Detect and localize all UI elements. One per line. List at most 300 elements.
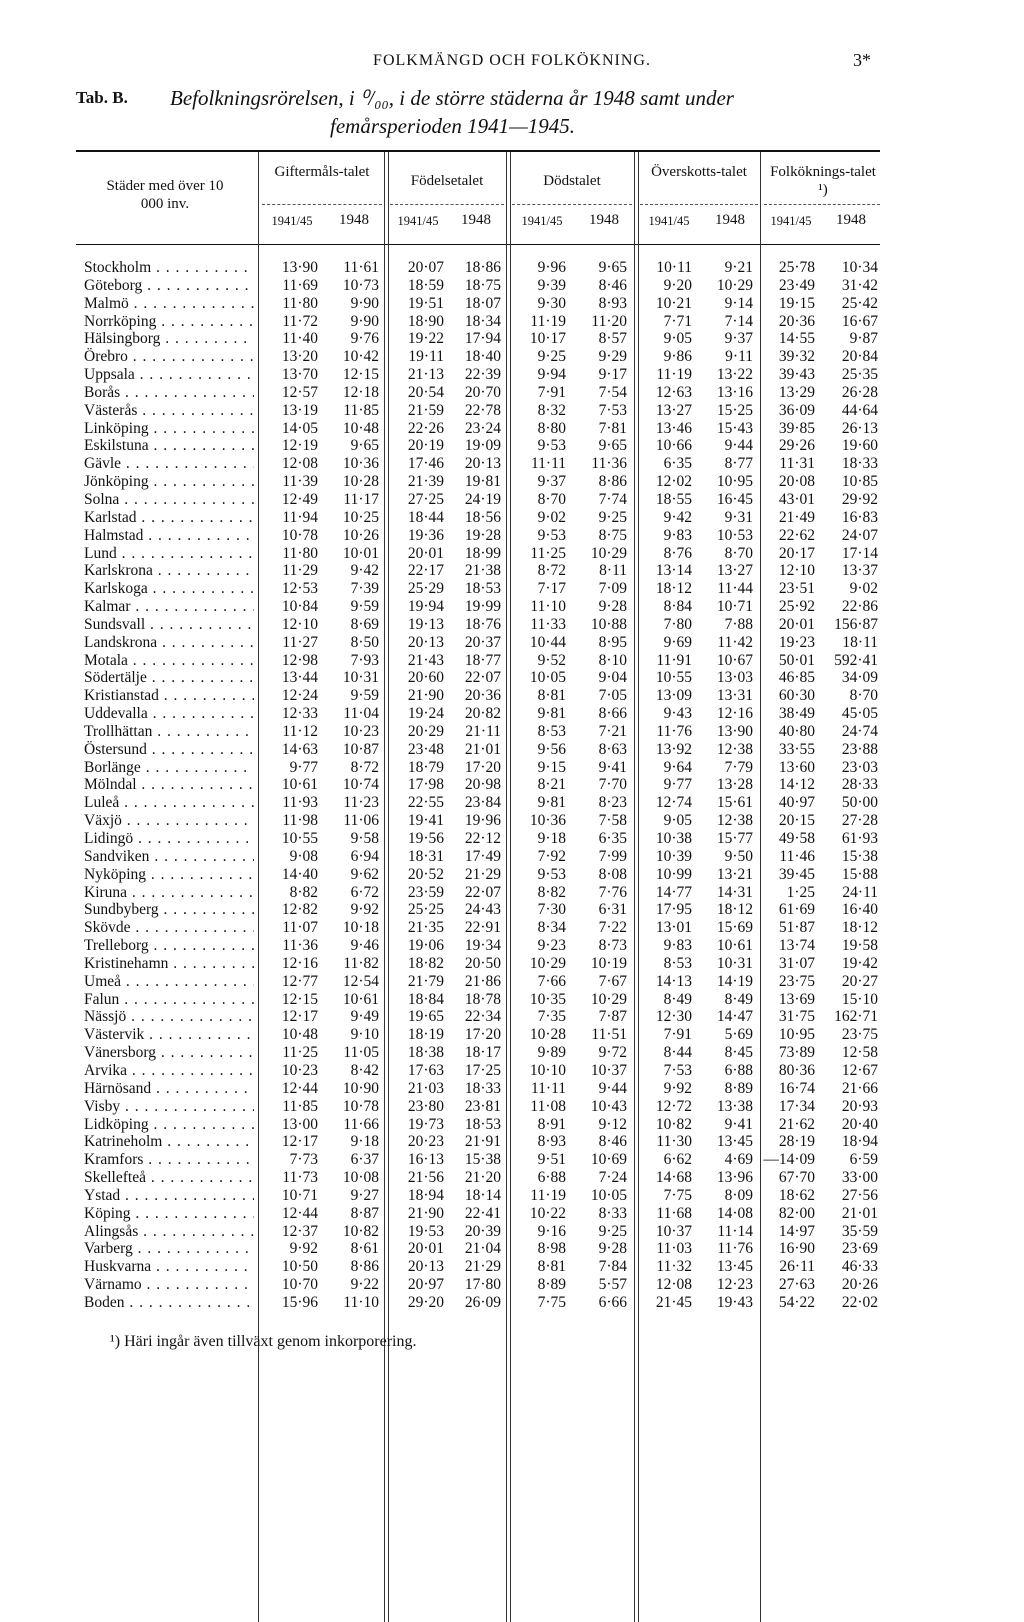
table-row [0,616,1024,634]
cell-growth-1941-45: 13·29 [778,383,815,401]
cell-marriage-1941-45: 12·53 [281,580,318,598]
cell-birth-1948: 20·50 [464,954,501,972]
cell-marriage-1948: 10·74 [342,776,379,794]
cell-surplus-1948: 11·42 [717,633,753,651]
cell-growth-1948: 35·59 [841,1222,878,1240]
cell-growth-1941-45: 10·95 [778,1026,815,1044]
cell-death-1941-45: 11·11 [530,1079,566,1097]
cell-growth-1948: 50·00 [841,794,878,812]
cell-growth-1941-45: 13·74 [778,937,815,955]
cell-marriage-1948: 9·42 [350,562,379,580]
cell-marriage-1941-45: 10·70 [281,1276,318,1294]
cell-surplus-1941-45: 10·66 [655,437,692,455]
cell-growth-1941-45: 14·12 [778,776,815,794]
city-name: Motala . . . [84,652,254,670]
cell-marriage-1948: 11·82 [343,954,379,972]
cell-birth-1948: 19·99 [464,598,501,616]
table-title-line1: Befolkningsrörelsen, i ⁰/₀₀, i de större städerna år 1948 samt under [170,86,734,110]
cell-growth-1948: 26·13 [841,419,878,437]
city-name: Kramfors . . . [84,1151,254,1169]
cell-birth-1948: 15·38 [464,1151,501,1169]
cell-surplus-1941-45: 8·53 [663,954,692,972]
table-row [0,313,1024,331]
cell-growth-1941-45: 39·32 [778,348,815,366]
cell-growth-1941-45: 31·07 [778,954,815,972]
city-name: Värnamo . . . [84,1276,254,1294]
cell-death-1941-45: 8·70 [537,490,566,508]
cell-growth-1948: 24·74 [841,722,878,740]
cell-death-1941-45: 8·81 [537,1258,566,1276]
cell-surplus-1948: 14·31 [716,883,753,901]
cell-birth-1948: 17·20 [464,1026,501,1044]
cell-death-1941-45: 8·93 [537,1133,566,1151]
cell-surplus-1948: 13·22 [716,366,753,384]
cell-surplus-1948: 16·45 [716,490,753,508]
cell-growth-1941-45: 36·09 [778,401,815,419]
city-name: Hälsingborg . . . [84,330,254,348]
cell-surplus-1941-45: 14·13 [655,972,692,990]
cell-birth-1941-45: 22·26 [407,419,444,437]
cell-surplus-1948: 9·50 [724,847,753,865]
cell-growth-1941-45: 46·85 [778,669,815,687]
cell-growth-1941-45: 25·92 [778,598,815,616]
subheader-year: 1948 [461,212,491,228]
cell-birth-1948: 19·34 [464,937,501,955]
cell-death-1948: 10·05 [590,1186,627,1204]
cell-marriage-1941-45: 13·70 [281,366,318,384]
cell-death-1948: 9·25 [598,508,627,526]
cell-surplus-1941-45: 13·46 [655,419,692,437]
cell-surplus-1948: 8·70 [724,544,753,562]
cell-marriage-1948: 12·54 [342,972,379,990]
table-row [0,919,1024,937]
cell-marriage-1948: 10·87 [342,740,379,758]
cell-surplus-1948: 15·61 [716,794,753,812]
cell-birth-1941-45: 20·97 [407,1276,444,1294]
cell-growth-1948: 20·93 [841,1097,878,1115]
cell-surplus-1948: 15·77 [716,830,753,847]
cell-growth-1948: 23·69 [841,1240,878,1258]
cell-death-1941-45: 8·91 [537,1115,566,1133]
city-name: Ystad . . . [84,1187,254,1205]
cell-surplus-1948: 9·41 [724,1115,753,1133]
cell-death-1948: 7·05 [598,687,627,705]
cell-death-1948: 8·86 [598,473,627,491]
cell-surplus-1941-45: 10·99 [655,865,692,883]
cell-death-1941-45: 8·21 [537,776,566,794]
cell-death-1948: 8·11 [599,562,627,580]
cell-death-1941-45: 9·81 [537,705,566,723]
cell-surplus-1948: 11·44 [717,580,753,598]
cell-death-1948: 9·17 [598,366,627,384]
table-row [0,1187,1024,1205]
cell-surplus-1941-45: 18·55 [655,490,692,508]
cell-marriage-1948: 9·10 [350,1026,379,1044]
cell-death-1948: 10·43 [590,1097,627,1115]
cell-death-1948: 6·66 [598,1293,627,1311]
city-name: Trelleborg . . . [84,937,254,955]
cell-marriage-1948: 7·93 [350,651,379,669]
cell-growth-1948: 15·38 [841,847,878,865]
table-row [0,598,1024,616]
cell-surplus-1941-45: 7·71 [663,312,692,330]
cell-death-1948: 11·51 [591,1026,627,1044]
header-subrule [512,204,632,205]
city-name: Gävle . . . [84,455,254,473]
cell-death-1948: 8·10 [598,651,627,669]
cell-growth-1948: 33·00 [841,1169,878,1187]
cell-birth-1941-45: 23·48 [407,740,444,758]
cell-death-1948: 8·66 [598,705,627,723]
cell-death-1941-45: 8·34 [537,919,566,937]
cell-surplus-1941-45: 7·75 [663,1186,692,1204]
cell-growth-1941-45: 39·85 [778,419,815,437]
cell-surplus-1948: 10·95 [716,473,753,491]
cell-birth-1941-45: 19·22 [407,330,444,348]
cell-marriage-1948: 8·50 [350,633,379,651]
cell-birth-1948: 18·86 [464,259,501,276]
cell-death-1941-45: 8·81 [537,687,566,705]
cell-marriage-1948: 10·36 [342,455,379,473]
cell-birth-1948: 18·78 [464,990,501,1008]
cell-marriage-1941-45: 10·23 [281,1061,318,1079]
cell-birth-1948: 18·07 [464,294,501,312]
cell-growth-1941-45: 27·63 [778,1276,815,1294]
table-row [0,973,1024,991]
cell-growth-1948: 16·83 [841,508,878,526]
cell-surplus-1948: 7·79 [724,758,753,776]
cell-surplus-1948: 14·19 [716,972,753,990]
cell-growth-1941-45: 16·90 [778,1240,815,1258]
cell-growth-1941-45: 11·46 [779,847,815,865]
cell-marriage-1948: 10·90 [342,1079,379,1097]
city-name: Kristianstad . . . [84,687,254,705]
city-name: Nässjö . . . [84,1008,254,1026]
cell-growth-1948: 10·85 [841,473,878,491]
table-row [0,455,1024,473]
cell-birth-1948: 18·75 [464,276,501,294]
table-row [0,580,1024,598]
cell-marriage-1941-45: 12·10 [281,615,318,633]
city-name: Arvika . . . [84,1062,254,1080]
cell-marriage-1941-45: 12·44 [281,1204,318,1222]
cell-birth-1948: 19·09 [464,437,501,455]
cell-death-1941-45: 7·92 [537,847,566,865]
cell-surplus-1948: 13·96 [716,1169,753,1187]
cell-surplus-1941-45: 11·91 [656,651,692,669]
cell-death-1941-45: 11·25 [530,544,566,562]
cell-growth-1948: 18·33 [841,455,878,473]
cell-marriage-1948: 7·39 [350,580,379,598]
cell-surplus-1948: 9·21 [724,259,753,276]
table-row [0,1116,1024,1134]
cell-death-1948: 9·12 [598,1115,627,1133]
cell-marriage-1948: 9·90 [350,294,379,312]
cell-surplus-1941-45: 11·30 [656,1133,692,1151]
cell-birth-1941-45: 23·80 [407,1097,444,1115]
cell-birth-1948: 17·25 [464,1061,501,1079]
cell-marriage-1948: 9·49 [350,1008,379,1026]
footnote: ¹) Häri ingår även tillväxt genom inkorporering. [110,1333,417,1350]
cell-marriage-1948: 9·22 [350,1276,379,1294]
cell-marriage-1941-45: 12·49 [281,490,318,508]
cell-growth-1948: 21·66 [841,1079,878,1097]
cell-marriage-1941-45: 11·40 [282,330,318,348]
cell-growth-1948: 18·94 [841,1133,878,1151]
cell-death-1948: 7·76 [598,883,627,901]
cell-birth-1948: 21·11 [465,722,501,740]
cell-surplus-1941-45: 11·68 [656,1204,692,1222]
subheader-period: 1941/45 [521,214,563,228]
cell-growth-1948: 12·58 [841,1044,878,1062]
cell-death-1948: 7·21 [598,722,627,740]
subheader-year: 1948 [715,212,745,228]
cell-marriage-1948: 6·37 [350,1151,379,1169]
cell-growth-1948: 13·37 [841,562,878,580]
cell-marriage-1948: 9·27 [350,1186,379,1204]
cell-surplus-1941-45: 8·44 [663,1044,692,1062]
cell-birth-1941-45: 20·52 [407,865,444,883]
table-row [0,437,1024,455]
cell-growth-1941-45: 54·22 [778,1293,815,1311]
cell-growth-1941-45: 43·01 [778,490,815,508]
cell-birth-1941-45: 21·43 [407,651,444,669]
cell-birth-1941-45: 19·51 [407,294,444,312]
subheader-period: 1941/45 [648,214,690,228]
table-label: Tab. B. [76,88,128,107]
cell-surplus-1941-45: 12·63 [655,383,692,401]
city-name: Solna . . . [84,491,254,509]
cell-death-1948: 8·23 [598,794,627,812]
cell-birth-1948: 23·24 [464,419,501,437]
table-row [0,562,1024,580]
cell-surplus-1948: 19·43 [716,1293,753,1311]
cell-marriage-1948: 11·61 [343,259,379,276]
cell-death-1941-45: 9·51 [537,1151,566,1169]
cell-birth-1941-45: 21·90 [407,1204,444,1222]
cell-marriage-1948: 11·05 [343,1044,379,1062]
cell-birth-1941-45: 17·63 [407,1061,444,1079]
cell-birth-1948: 21·91 [464,1133,501,1151]
cell-death-1941-45: 9·52 [537,651,566,669]
cell-marriage-1941-45: 12·24 [281,687,318,705]
table-row [0,420,1024,438]
cell-surplus-1948: 13·27 [716,562,753,580]
cell-growth-1948: 12·67 [841,1061,878,1079]
cell-surplus-1948: 10·67 [716,651,753,669]
cell-birth-1948: 18·53 [464,580,501,598]
cell-death-1948: 9·29 [598,348,627,366]
cell-marriage-1941-45: 11·94 [282,508,318,526]
cell-marriage-1941-45: 9·92 [289,1240,318,1258]
cell-surplus-1941-45: 9·77 [663,776,692,794]
table-row [0,1044,1024,1062]
cell-growth-1941-45: 21·49 [778,508,815,526]
cell-growth-1941-45: 19·15 [778,294,815,312]
cell-marriage-1948: 8·42 [350,1061,379,1079]
cell-marriage-1941-45: 11·85 [282,1097,318,1115]
cell-birth-1948: 20·98 [464,776,501,794]
cell-birth-1948: 17·80 [464,1276,501,1294]
cell-birth-1948: 22·78 [464,401,501,419]
cell-death-1948: 9·44 [598,1079,627,1097]
cell-death-1941-45: 7·35 [537,1008,566,1026]
cell-growth-1948: 25·35 [841,366,878,384]
cell-surplus-1941-45: 13·27 [655,401,692,419]
cell-growth-1941-45: 13·60 [778,758,815,776]
cell-growth-1948: 16·40 [841,901,878,919]
cell-growth-1941-45: 14·55 [778,330,815,348]
cell-birth-1941-45: 19·94 [407,598,444,616]
cell-marriage-1941-45: 12·37 [281,1222,318,1240]
cell-birth-1941-45: 20·29 [407,722,444,740]
cell-birth-1941-45: 19·11 [408,348,444,366]
cell-surplus-1941-45: 12·74 [655,794,692,812]
cell-growth-1948: 10·34 [841,259,878,276]
cell-marriage-1941-45: 12·19 [281,437,318,455]
cell-growth-1948: 20·26 [841,1276,878,1294]
cell-growth-1948: 28·33 [841,776,878,794]
cell-surplus-1941-45: 18·12 [655,580,692,598]
city-name: Luleå . . . [84,794,254,812]
cell-death-1948: 7·87 [598,1008,627,1026]
cell-marriage-1948: 11·04 [343,705,379,723]
city-name: Vänersborg . . . [84,1044,254,1062]
cell-growth-1948: 24·07 [841,526,878,544]
cell-death-1941-45: 9·39 [537,276,566,294]
cell-marriage-1941-45: 14·40 [281,865,318,883]
cell-surplus-1941-45: 10·21 [655,294,692,312]
cell-surplus-1948: 12·16 [716,705,753,723]
cell-marriage-1941-45: 11·69 [282,276,318,294]
cell-surplus-1948: 8·77 [724,455,753,473]
cell-marriage-1948: 9·58 [350,830,379,847]
city-name: Lidingö . . . [84,830,254,848]
cell-surplus-1948: 10·29 [716,276,753,294]
city-name: Örebro . . . [84,348,254,366]
table-row [0,473,1024,491]
cell-death-1948: 8·95 [598,633,627,651]
cell-death-1941-45: 9·89 [537,1044,566,1062]
cell-surplus-1948: 13·90 [716,722,753,740]
cell-surplus-1941-45: 8·49 [663,990,692,1008]
cell-birth-1948: 18·34 [464,312,501,330]
header-subrule [764,204,880,205]
cell-death-1941-45: 10·05 [529,669,566,687]
cell-growth-1948: 592·41 [834,651,878,669]
cell-surplus-1948: 12·38 [716,740,753,758]
cell-death-1948: 7·54 [598,383,627,401]
cell-birth-1948: 24·19 [464,490,501,508]
cell-growth-1941-45: 13·69 [778,990,815,1008]
cell-death-1941-45: 9·81 [537,794,566,812]
cell-birth-1941-45: 20·23 [407,1133,444,1151]
cell-surplus-1948: 5·69 [724,1026,753,1044]
cell-growth-1941-45: 16·74 [778,1079,815,1097]
cell-death-1948: 11·20 [591,312,627,330]
cell-surplus-1941-45: 11·03 [656,1240,692,1258]
table-row [0,527,1024,545]
cell-birth-1948: 17·94 [464,330,501,348]
cell-growth-1941-45: 51·87 [778,919,815,937]
city-name: Eskilstuna . . . [84,437,254,455]
cell-marriage-1941-45: 14·05 [281,419,318,437]
cell-birth-1948: 18·76 [464,615,501,633]
cell-growth-1941-45: 19·23 [778,633,815,651]
cell-growth-1941-45: 23·49 [778,276,815,294]
cell-growth-1941-45: 23·51 [778,580,815,598]
cell-surplus-1941-45: 14·77 [655,883,692,901]
cell-death-1948: 10·37 [590,1061,627,1079]
cell-growth-1948: 61·93 [841,830,878,847]
cell-birth-1948: 22·34 [464,1008,501,1026]
cell-birth-1948: 19·28 [464,526,501,544]
cell-growth-1948: 19·42 [841,954,878,972]
cell-birth-1941-45: 19·13 [407,615,444,633]
cell-birth-1941-45: 18·19 [407,1026,444,1044]
cell-death-1941-45: 9·15 [537,758,566,776]
city-name: Växjö . . . [84,812,254,830]
cell-surplus-1948: 13·45 [716,1133,753,1151]
cell-birth-1948: 18·33 [464,1079,501,1097]
cell-birth-1941-45: 19·41 [407,812,444,830]
table-body [0,259,1024,1312]
cell-birth-1948: 18·77 [464,651,501,669]
cell-marriage-1941-45: 11·80 [282,294,318,312]
cell-growth-1941-45: 61·69 [778,901,815,919]
cell-growth-1948: 19·60 [841,437,878,455]
cell-marriage-1948: 10·26 [342,526,379,544]
table-row [0,1062,1024,1080]
cell-death-1948: 9·41 [598,758,627,776]
cell-surplus-1948: 13·21 [716,865,753,883]
cell-surplus-1948: 11·14 [717,1222,753,1240]
cell-death-1948: 7·67 [598,972,627,990]
cell-birth-1941-45: 19·65 [407,1008,444,1026]
cell-growth-1948: 29·92 [841,490,878,508]
table-row [0,295,1024,313]
cell-death-1941-45: 10·28 [529,1026,566,1044]
cell-marriage-1948: 8·69 [350,615,379,633]
cell-marriage-1941-45: 11·93 [282,794,318,812]
cell-marriage-1941-45: 10·55 [281,830,318,847]
cell-death-1941-45: 9·16 [537,1222,566,1240]
table-row [0,830,1024,848]
cell-growth-1948: 23·75 [841,1026,878,1044]
cell-surplus-1941-45: 14·68 [655,1169,692,1187]
cell-marriage-1941-45: 13·44 [281,669,318,687]
cell-surplus-1941-45: 9·64 [663,758,692,776]
cell-marriage-1948: 9·46 [350,937,379,955]
cell-death-1948: 8·46 [598,1133,627,1151]
cell-marriage-1941-45: 12·82 [281,901,318,919]
city-name: Stockholm . . . [84,259,254,277]
cell-surplus-1948: 14·47 [716,1008,753,1026]
cell-growth-1948: 31·42 [841,276,878,294]
city-name: Borås . . . [84,384,254,402]
cell-surplus-1941-45: 9·83 [663,526,692,544]
cell-marriage-1948: 11·10 [343,1293,379,1311]
cell-birth-1948: 18·53 [464,1115,501,1133]
cell-birth-1948: 18·14 [464,1186,501,1204]
cell-death-1948: 8·33 [598,1204,627,1222]
cell-growth-1948: 27·56 [841,1186,878,1204]
cell-birth-1948: 17·49 [464,847,501,865]
cell-birth-1941-45: 19·56 [407,830,444,847]
city-name: Härnösand . . . [84,1080,254,1098]
cell-marriage-1948: 9·59 [350,687,379,705]
cell-marriage-1948: 10·01 [342,544,379,562]
